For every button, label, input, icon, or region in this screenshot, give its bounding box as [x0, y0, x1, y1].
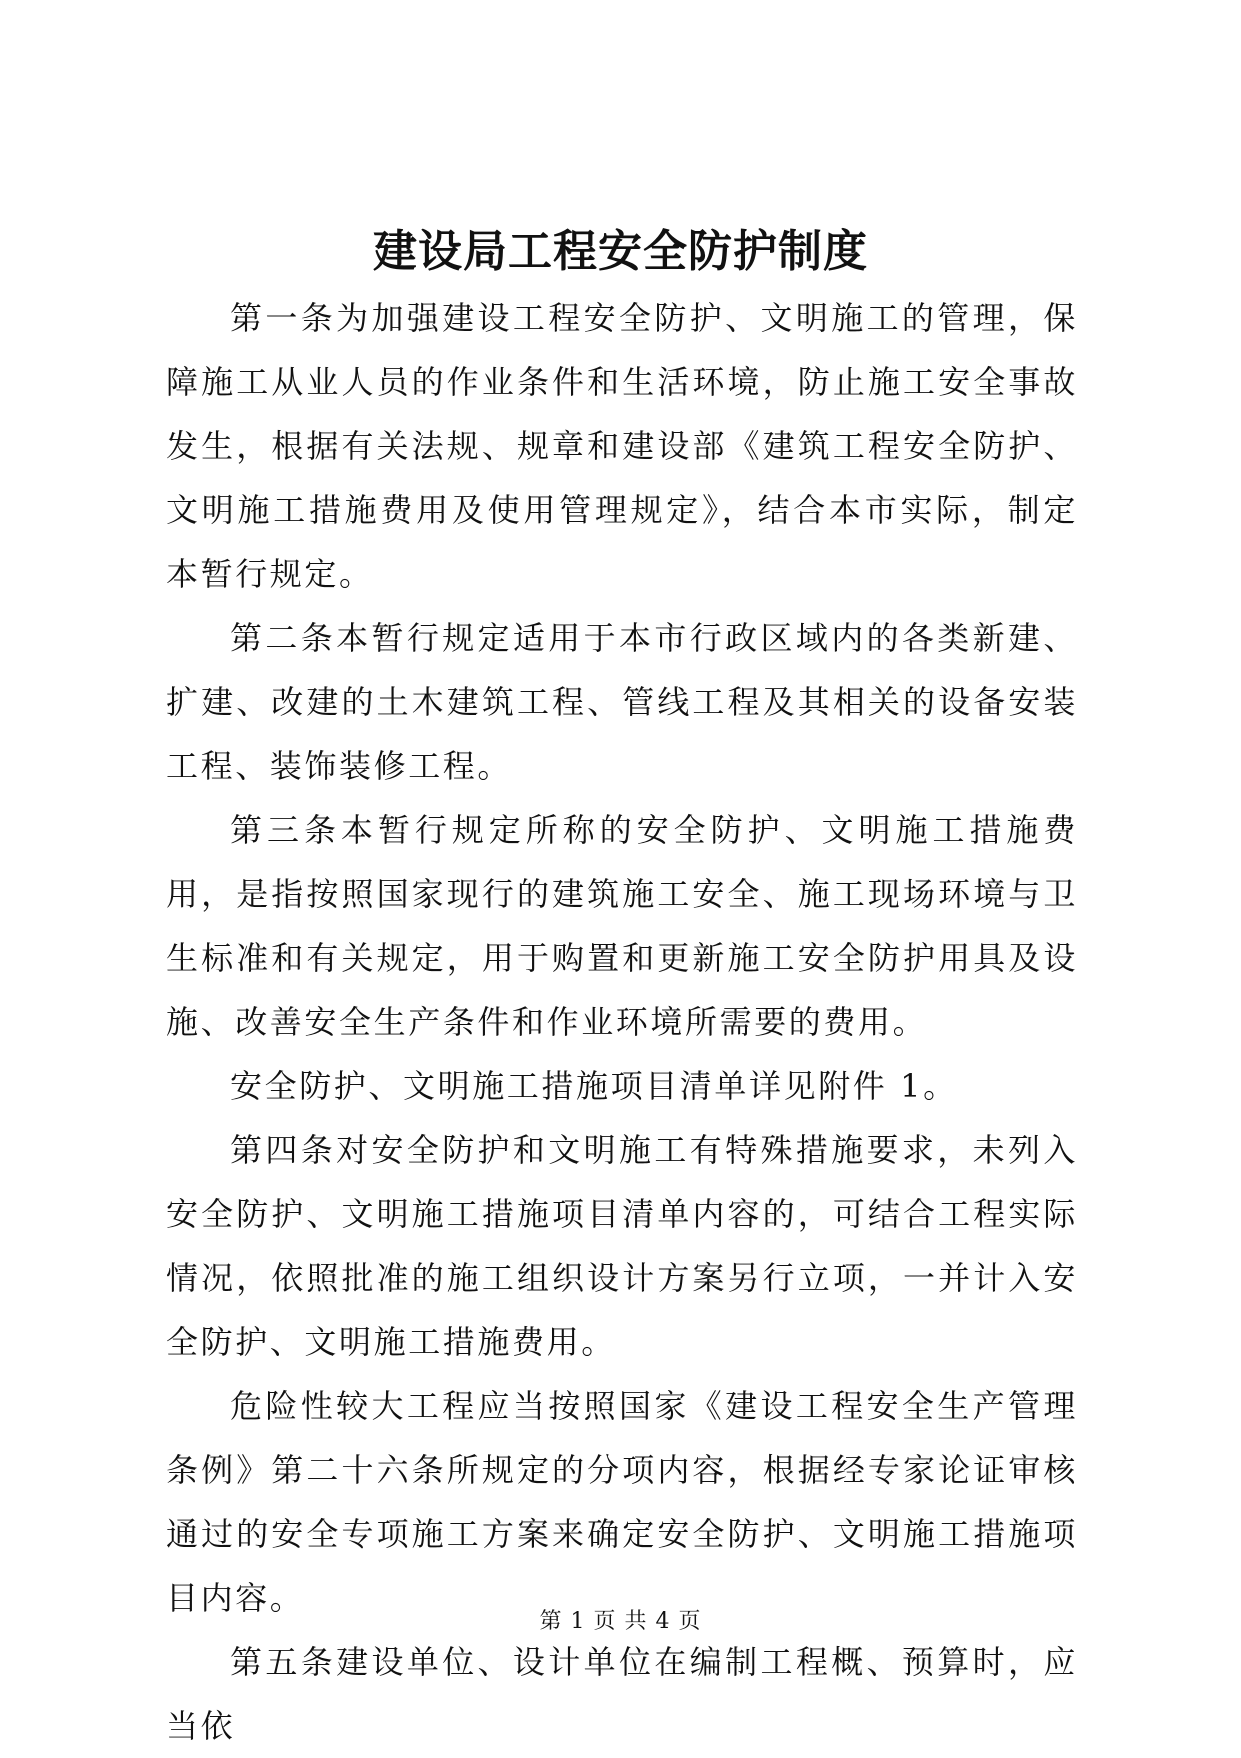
paragraph-article-2: 第二条本暂行规定适用于本市行政区域内的各类新建、扩建、改建的土木建筑工程、管线工程及其相关的设备安装工程、装饰装修工程。: [166, 619, 1078, 785]
paragraph-dangerous-works: 危险性较大工程应当按照国家《建设工程安全生产管理条例》第二十六条所规定的分项内容，根据经专家论证审核通过的安全专项施工方案来确定安全防护、文明施工措施项目内容。: [166, 1387, 1078, 1617]
paragraph-article-4: 第四条对安全防护和文明施工有特殊措施要求，未列入安全防护、文明施工措施项目清单内容的，可结合工程实际情况，依照批准的施工组织设计方案另行立项，一并计入安全防护、文明施工措施费用。: [166, 1131, 1078, 1361]
document-title: 建设局工程安全防护制度: [373, 226, 868, 277]
paragraph-article-3: 第三条本暂行规定所称的安全防护、文明施工措施费用，是指按照国家现行的建筑施工安全、施工现场环境与卫生标准和有关规定，用于购置和更新施工安全防护用具及设施、改善安全生产条件和作业环境所需要的费用。: [166, 811, 1078, 1041]
paragraph-attachment-note: 安全防护、文明施工措施项目清单详见附件 1。: [230, 1067, 958, 1105]
paragraph-article-1: 第一条为加强建设工程安全防护、文明施工的管理，保障施工从业人员的作业条件和生活环境，防止施工安全事故发生，根据有关法规、规章和建设部《建筑工程安全防护、文明施工措施费用及使用管理规定》，结合本市实际，制定本暂行规定。: [166, 299, 1078, 593]
paragraph-article-5: 第五条建设单位、设计单位在编制工程概、预算时，应当依: [166, 1643, 1078, 1745]
document-body: [166, 286, 1078, 1758]
page-number-footer: 第 1 页 共 4 页: [539, 1609, 702, 1634]
